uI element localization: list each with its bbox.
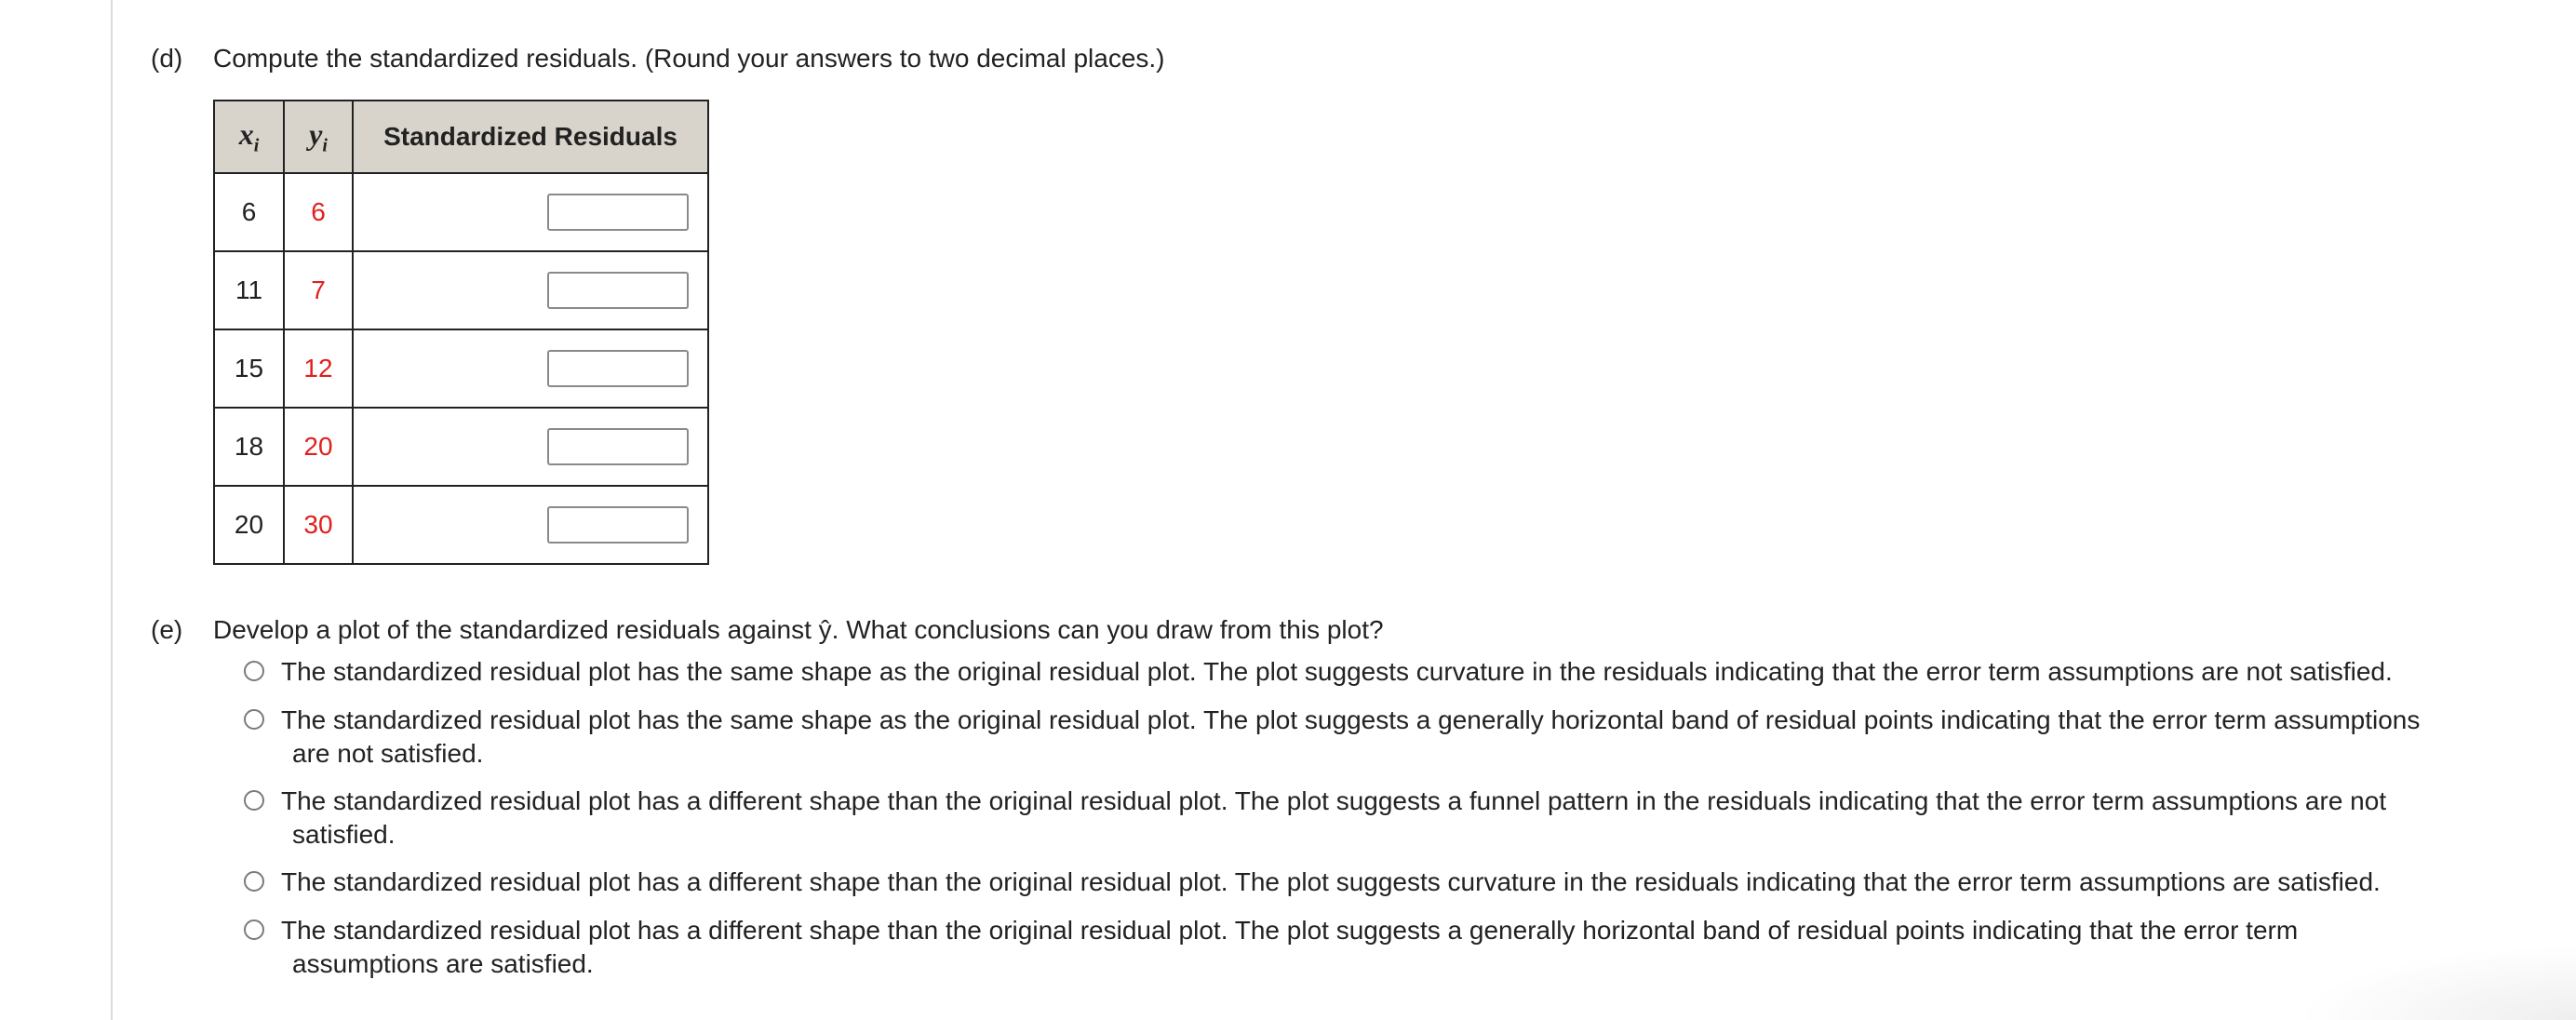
part-e-text: Develop a plot of the standardized residuals against ŷ. What conclusions can you draw from this plot? xyxy=(213,615,1384,644)
x-value: 6 xyxy=(214,173,284,251)
standardized-residual-input-5[interactable] xyxy=(547,506,689,544)
residual-cell xyxy=(353,173,708,251)
y-value: 30 xyxy=(284,486,353,564)
y-value: 20 xyxy=(284,408,353,486)
standardized-residual-input-4[interactable] xyxy=(547,428,689,465)
part-d-label: (d) xyxy=(151,44,183,73)
y-value: 6 xyxy=(284,173,353,251)
residual-cell xyxy=(353,329,708,408)
header-x xyxy=(214,101,284,173)
answer-option-3[interactable] xyxy=(244,785,2561,852)
residual-cell xyxy=(353,251,708,329)
option-text-3-cont: satisfied. xyxy=(292,820,396,849)
option-text-2: The standardized residual plot has the same shape as the original residual plot. The plot suggests a generally horizontal band of residual points indicating that the error term assumptions xyxy=(281,705,2421,734)
table-row xyxy=(214,408,708,486)
standardized-residual-input-2[interactable] xyxy=(547,272,689,309)
answer-option-5[interactable] xyxy=(244,914,2561,981)
radio-button-1[interactable] xyxy=(244,661,264,681)
part-e-prompt xyxy=(151,613,1384,647)
table-header-row xyxy=(214,101,708,173)
radio-button-3[interactable] xyxy=(244,790,264,811)
option-text-3: The standardized residual plot has a different shape than the original residual plot. The plot suggests a funnel pattern in the residuals indicating that the error term assumptions are not xyxy=(281,786,2387,815)
header-y-subscript: i xyxy=(322,135,328,156)
header-y-text: y xyxy=(309,116,323,151)
part-d-text: Compute the standardized residuals. (Round your answers to two decimal places.) xyxy=(213,44,1165,73)
y-value: 7 xyxy=(284,251,353,329)
option-text-2-cont: are not satisfied. xyxy=(292,739,484,768)
option-text-5: The standardized residual plot has a different shape than the original residual plot. The plot suggests a generally horizontal band of residual points indicating that the error term xyxy=(281,916,2299,945)
residuals-table xyxy=(213,100,709,565)
radio-button-5[interactable] xyxy=(244,919,264,940)
x-value: 18 xyxy=(214,408,284,486)
radio-button-2[interactable] xyxy=(244,709,264,730)
part-d-prompt xyxy=(151,42,1165,75)
left-divider xyxy=(111,0,113,1020)
table-row xyxy=(214,251,708,329)
answer-option-2[interactable] xyxy=(244,704,2561,771)
header-x-text: x xyxy=(238,116,254,151)
answer-options xyxy=(244,655,2561,995)
table-row xyxy=(214,329,708,408)
header-y xyxy=(284,101,353,173)
option-text-1: The standardized residual plot has the same shape as the original residual plot. The plot suggests curvature in the residuals indicating that the error term assumptions are not satisfied. xyxy=(281,657,2393,686)
answer-option-1[interactable] xyxy=(244,655,2561,689)
standardized-residual-input-1[interactable] xyxy=(547,194,689,231)
standardized-residual-input-3[interactable] xyxy=(547,350,689,387)
x-value: 11 xyxy=(214,251,284,329)
header-standardized-residuals: Standardized Residuals xyxy=(353,101,708,173)
part-e-label: (e) xyxy=(151,615,183,644)
table-row xyxy=(214,173,708,251)
residual-cell xyxy=(353,408,708,486)
option-text-5-cont: assumptions are satisfied. xyxy=(292,949,594,978)
y-value: 12 xyxy=(284,329,353,408)
header-x-subscript: i xyxy=(253,135,260,156)
residual-cell xyxy=(353,486,708,564)
radio-button-4[interactable] xyxy=(244,871,264,892)
answer-option-4[interactable] xyxy=(244,866,2561,899)
x-value: 20 xyxy=(214,486,284,564)
table-row xyxy=(214,486,708,564)
corner-shadow xyxy=(2297,946,2576,1020)
option-text-4: The standardized residual plot has a different shape than the original residual plot. The plot suggests curvature in the residuals indicating that the error term assumptions are satisfied. xyxy=(281,867,2381,896)
x-value: 15 xyxy=(214,329,284,408)
